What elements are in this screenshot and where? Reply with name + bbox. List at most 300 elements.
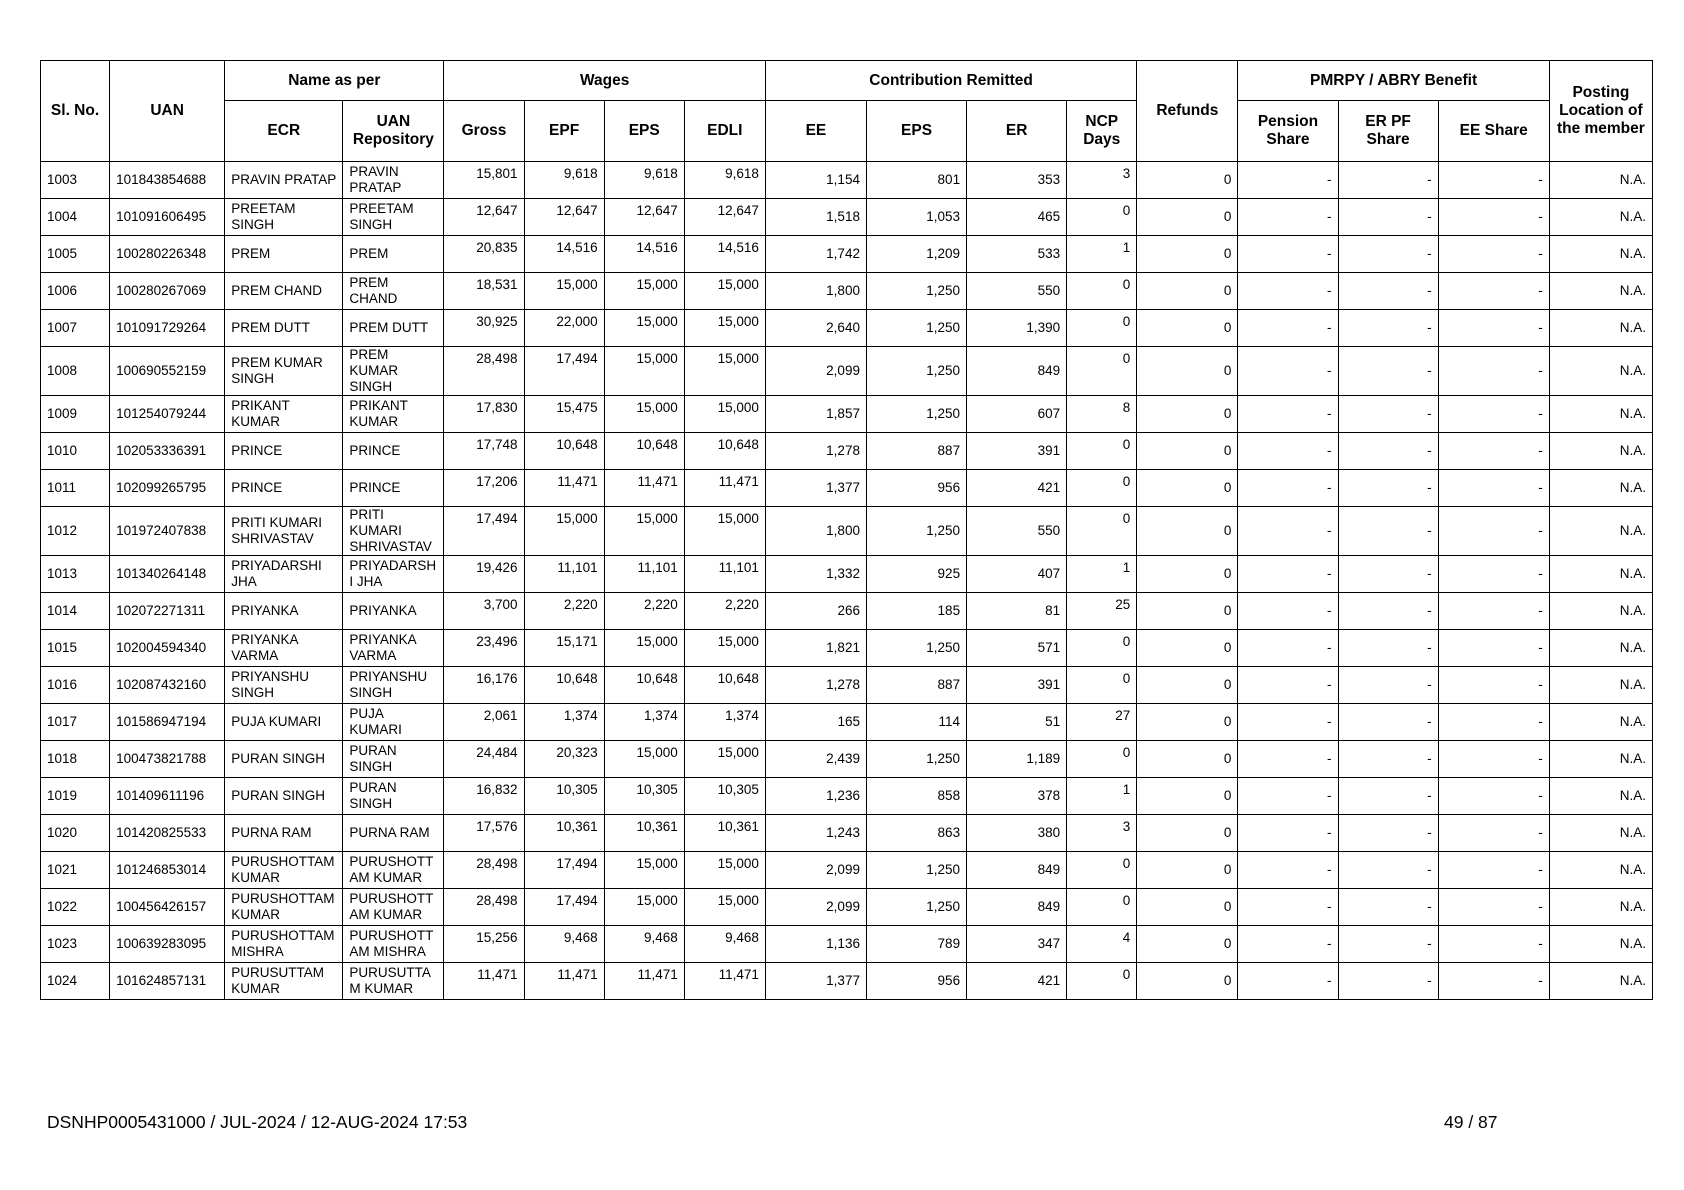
ee-share-cell: - — [1438, 236, 1549, 273]
ecr-name-cell: PREM DUTT — [225, 310, 343, 347]
sl-no-cell: 1012 — [41, 507, 110, 556]
ee-share-cell: - — [1438, 852, 1549, 889]
ee-share-cell: - — [1438, 273, 1549, 310]
ee-cell: 1,800 — [765, 507, 866, 556]
uan-repository-name-cell: PURAN SINGH — [343, 741, 444, 778]
ee-share-cell: - — [1438, 926, 1549, 963]
header-uan-repository: UAN Repository — [343, 101, 444, 162]
er-pf-share-cell: - — [1338, 704, 1438, 741]
er-pf-share-cell: - — [1338, 741, 1438, 778]
ecr-name-cell: PURUSUTTAM KUMAR — [225, 963, 343, 1000]
posting-location-cell: N.A. — [1549, 556, 1652, 593]
er-cell: 51 — [967, 704, 1067, 741]
sl-no-cell: 1016 — [41, 667, 110, 704]
edli-cell: 9,468 — [684, 926, 765, 963]
eps-cell: 15,000 — [604, 630, 684, 667]
ecr-name-cell: PRIYANKA VARMA — [225, 630, 343, 667]
ncp-days-cell: 0 — [1067, 273, 1137, 310]
contribution-eps-cell: 1,250 — [866, 347, 966, 396]
table-row — [41, 852, 1653, 889]
header-pmrpy-abry: PMRPY / ABRY Benefit — [1238, 61, 1549, 101]
sl-no-cell: 1006 — [41, 273, 110, 310]
epf-cell: 12,647 — [524, 199, 604, 236]
er-cell: 391 — [967, 667, 1067, 704]
ecr-name-cell: PRAVIN PRATAP — [225, 162, 343, 199]
ee-cell: 1,154 — [765, 162, 866, 199]
er-pf-share-cell: - — [1338, 470, 1438, 507]
ecr-name-cell: PRIKANT KUMAR — [225, 396, 343, 433]
header-wages: Wages — [444, 61, 765, 101]
uan-cell: 101843854688 — [110, 162, 225, 199]
ee-share-cell: - — [1438, 741, 1549, 778]
ncp-days-cell: 8 — [1067, 396, 1137, 433]
edli-cell: 10,648 — [684, 433, 765, 470]
eps-cell: 9,468 — [604, 926, 684, 963]
contribution-eps-cell: 185 — [866, 593, 966, 630]
pension-share-cell: - — [1238, 741, 1338, 778]
er-pf-share-cell: - — [1338, 396, 1438, 433]
gross-cell: 28,498 — [444, 852, 524, 889]
er-cell: 533 — [967, 236, 1067, 273]
contribution-eps-cell: 801 — [866, 162, 966, 199]
refunds-cell: 0 — [1137, 630, 1238, 667]
ecr-name-cell: PURUSHOTTAM KUMAR — [225, 852, 343, 889]
header-posting-location: Posting Location of the member — [1549, 61, 1652, 162]
refunds-cell: 0 — [1137, 347, 1238, 396]
er-pf-share-cell: - — [1338, 667, 1438, 704]
er-pf-share-cell: - — [1338, 778, 1438, 815]
gross-cell: 17,830 — [444, 396, 524, 433]
sl-no-cell: 1007 — [41, 310, 110, 347]
ee-cell: 1,518 — [765, 199, 866, 236]
uan-cell: 102087432160 — [110, 667, 225, 704]
er-pf-share-cell: - — [1338, 273, 1438, 310]
sl-no-cell: 1009 — [41, 396, 110, 433]
gross-cell: 17,206 — [444, 470, 524, 507]
eps-cell: 10,361 — [604, 815, 684, 852]
er-pf-share-cell: - — [1338, 889, 1438, 926]
refunds-cell: 0 — [1137, 199, 1238, 236]
contribution-eps-cell: 956 — [866, 963, 966, 1000]
refunds-cell: 0 — [1137, 433, 1238, 470]
posting-location-cell: N.A. — [1549, 310, 1652, 347]
ee-share-cell: - — [1438, 815, 1549, 852]
uan-cell: 101246853014 — [110, 852, 225, 889]
ee-cell: 1,278 — [765, 433, 866, 470]
eps-cell: 15,000 — [604, 347, 684, 396]
ee-cell: 1,278 — [765, 667, 866, 704]
pension-share-cell: - — [1238, 162, 1338, 199]
edli-cell: 15,000 — [684, 396, 765, 433]
pension-share-cell: - — [1238, 507, 1338, 556]
edli-cell: 10,305 — [684, 778, 765, 815]
header-ee: EE — [765, 101, 866, 162]
ecr-name-cell: PREM KUMAR SINGH — [225, 347, 343, 396]
pension-share-cell: - — [1238, 852, 1338, 889]
ee-share-cell: - — [1438, 507, 1549, 556]
refunds-cell: 0 — [1137, 556, 1238, 593]
gross-cell: 28,498 — [444, 889, 524, 926]
header-sl-no: Sl. No. — [41, 61, 110, 162]
posting-location-cell: N.A. — [1549, 852, 1652, 889]
ee-cell: 1,243 — [765, 815, 866, 852]
posting-location-cell: N.A. — [1549, 667, 1652, 704]
ee-cell: 266 — [765, 593, 866, 630]
er-cell: 849 — [967, 889, 1067, 926]
refunds-cell: 0 — [1137, 963, 1238, 1000]
uan-repository-name-cell: PURAN SINGH — [343, 778, 444, 815]
contribution-eps-cell: 1,250 — [866, 396, 966, 433]
table-row — [41, 470, 1653, 507]
epf-cell: 20,323 — [524, 741, 604, 778]
eps-cell: 11,471 — [604, 470, 684, 507]
uan-cell: 100690552159 — [110, 347, 225, 396]
table-row — [41, 926, 1653, 963]
er-pf-share-cell: - — [1338, 162, 1438, 199]
posting-location-cell: N.A. — [1549, 507, 1652, 556]
er-cell: 378 — [967, 778, 1067, 815]
uan-cell: 101420825533 — [110, 815, 225, 852]
contribution-eps-cell: 863 — [866, 815, 966, 852]
ee-share-cell: - — [1438, 470, 1549, 507]
ecr-name-cell: PRIYANSHU SINGH — [225, 667, 343, 704]
ecr-name-cell: PURAN SINGH — [225, 778, 343, 815]
er-pf-share-cell: - — [1338, 433, 1438, 470]
header-ecr: ECR — [225, 101, 343, 162]
ee-cell: 1,800 — [765, 273, 866, 310]
gross-cell: 18,531 — [444, 273, 524, 310]
eps-cell: 15,000 — [604, 507, 684, 556]
gross-cell: 20,835 — [444, 236, 524, 273]
pension-share-cell: - — [1238, 396, 1338, 433]
ecr-table — [40, 60, 1653, 1000]
edli-cell: 11,471 — [684, 470, 765, 507]
ee-cell: 2,640 — [765, 310, 866, 347]
epf-cell: 10,648 — [524, 667, 604, 704]
sl-no-cell: 1011 — [41, 470, 110, 507]
ncp-days-cell: 0 — [1067, 630, 1137, 667]
ee-share-cell: - — [1438, 347, 1549, 396]
ncp-days-cell: 3 — [1067, 162, 1137, 199]
gross-cell: 12,647 — [444, 199, 524, 236]
uan-repository-name-cell: PRIYANKA VARMA — [343, 630, 444, 667]
ee-share-cell: - — [1438, 162, 1549, 199]
refunds-cell: 0 — [1137, 273, 1238, 310]
sl-no-cell: 1024 — [41, 963, 110, 1000]
gross-cell: 15,801 — [444, 162, 524, 199]
contribution-eps-cell: 956 — [866, 470, 966, 507]
er-pf-share-cell: - — [1338, 963, 1438, 1000]
ee-share-cell: - — [1438, 778, 1549, 815]
table-row — [41, 778, 1653, 815]
edli-cell: 9,618 — [684, 162, 765, 199]
gross-cell: 11,471 — [444, 963, 524, 1000]
pension-share-cell: - — [1238, 556, 1338, 593]
er-cell: 347 — [967, 926, 1067, 963]
epf-cell: 10,305 — [524, 778, 604, 815]
sl-no-cell: 1018 — [41, 741, 110, 778]
eps-cell: 15,000 — [604, 889, 684, 926]
header-ncp-days: NCP Days — [1067, 101, 1137, 162]
ecr-name-cell: PREM — [225, 236, 343, 273]
ee-share-cell: - — [1438, 396, 1549, 433]
table-row — [41, 433, 1653, 470]
pension-share-cell: - — [1238, 273, 1338, 310]
uan-cell: 102004594340 — [110, 630, 225, 667]
ecr-name-cell: PUJA KUMARI — [225, 704, 343, 741]
contribution-eps-cell: 789 — [866, 926, 966, 963]
refunds-cell: 0 — [1137, 396, 1238, 433]
epf-cell: 10,361 — [524, 815, 604, 852]
refunds-cell: 0 — [1137, 926, 1238, 963]
epf-cell: 15,000 — [524, 507, 604, 556]
sl-no-cell: 1017 — [41, 704, 110, 741]
table-row — [41, 556, 1653, 593]
er-cell: 550 — [967, 507, 1067, 556]
ncp-days-cell: 0 — [1067, 667, 1137, 704]
eps-cell: 12,647 — [604, 199, 684, 236]
gross-cell: 24,484 — [444, 741, 524, 778]
er-cell: 380 — [967, 815, 1067, 852]
uan-repository-name-cell: PRIYADARSH I JHA — [343, 556, 444, 593]
table-row — [41, 162, 1653, 199]
uan-cell: 101586947194 — [110, 704, 225, 741]
document-reference: DSNHP0005431000 / JUL-2024 / 12-AUG-2024 17:53 — [47, 1112, 468, 1132]
epf-cell: 9,618 — [524, 162, 604, 199]
posting-location-cell: N.A. — [1549, 778, 1652, 815]
posting-location-cell: N.A. — [1549, 926, 1652, 963]
gross-cell: 19,426 — [444, 556, 524, 593]
table-body — [41, 162, 1653, 1000]
pension-share-cell: - — [1238, 347, 1338, 396]
header-er-pf-share: ER PF Share — [1338, 101, 1438, 162]
eps-cell: 9,618 — [604, 162, 684, 199]
contribution-eps-cell: 887 — [866, 667, 966, 704]
gross-cell: 15,256 — [444, 926, 524, 963]
uan-cell: 101254079244 — [110, 396, 225, 433]
refunds-cell: 0 — [1137, 310, 1238, 347]
uan-cell: 102072271311 — [110, 593, 225, 630]
sl-no-cell: 1013 — [41, 556, 110, 593]
ee-share-cell: - — [1438, 667, 1549, 704]
epf-cell: 11,471 — [524, 470, 604, 507]
header-edli: EDLI — [684, 101, 765, 162]
epf-cell: 14,516 — [524, 236, 604, 273]
uan-cell: 101972407838 — [110, 507, 225, 556]
gross-cell: 17,576 — [444, 815, 524, 852]
edli-cell: 15,000 — [684, 852, 765, 889]
uan-cell: 101091606495 — [110, 199, 225, 236]
ncp-days-cell: 4 — [1067, 926, 1137, 963]
edli-cell: 10,361 — [684, 815, 765, 852]
epf-cell: 22,000 — [524, 310, 604, 347]
header-gross: Gross — [444, 101, 524, 162]
uan-repository-name-cell: PRIKANT KUMAR — [343, 396, 444, 433]
refunds-cell: 0 — [1137, 852, 1238, 889]
ecr-name-cell: PREETAM SINGH — [225, 199, 343, 236]
refunds-cell: 0 — [1137, 162, 1238, 199]
gross-cell: 17,494 — [444, 507, 524, 556]
table-row — [41, 630, 1653, 667]
ecr-name-cell: PREM CHAND — [225, 273, 343, 310]
contribution-eps-cell: 1,250 — [866, 273, 966, 310]
uan-cell: 100473821788 — [110, 741, 225, 778]
contribution-eps-cell: 1,250 — [866, 889, 966, 926]
sl-no-cell: 1022 — [41, 889, 110, 926]
epf-cell: 17,494 — [524, 347, 604, 396]
ncp-days-cell: 25 — [1067, 593, 1137, 630]
refunds-cell: 0 — [1137, 704, 1238, 741]
uan-repository-name-cell: PURUSHOTT AM MISHRA — [343, 926, 444, 963]
sl-no-cell: 1020 — [41, 815, 110, 852]
edli-cell: 12,647 — [684, 199, 765, 236]
edli-cell: 15,000 — [684, 310, 765, 347]
er-cell: 465 — [967, 199, 1067, 236]
posting-location-cell: N.A. — [1549, 741, 1652, 778]
er-cell: 391 — [967, 433, 1067, 470]
header-ee-share: EE Share — [1438, 101, 1549, 162]
epf-cell: 11,471 — [524, 963, 604, 1000]
refunds-cell: 0 — [1137, 778, 1238, 815]
edli-cell: 15,000 — [684, 630, 765, 667]
epf-cell: 15,171 — [524, 630, 604, 667]
ncp-days-cell: 1 — [1067, 556, 1137, 593]
refunds-cell: 0 — [1137, 236, 1238, 273]
uan-cell: 102053336391 — [110, 433, 225, 470]
uan-cell: 100280226348 — [110, 236, 225, 273]
table-row — [41, 199, 1653, 236]
header-epf: EPF — [524, 101, 604, 162]
edli-cell: 14,516 — [684, 236, 765, 273]
header-uan: UAN — [110, 61, 225, 162]
er-pf-share-cell: - — [1338, 236, 1438, 273]
er-cell: 607 — [967, 396, 1067, 433]
ncp-days-cell: 0 — [1067, 470, 1137, 507]
ee-cell: 1,236 — [765, 778, 866, 815]
table-row — [41, 236, 1653, 273]
sl-no-cell: 1008 — [41, 347, 110, 396]
epf-cell: 15,475 — [524, 396, 604, 433]
refunds-cell: 0 — [1137, 815, 1238, 852]
posting-location-cell: N.A. — [1549, 630, 1652, 667]
ee-cell: 1,821 — [765, 630, 866, 667]
header-refunds: Refunds — [1137, 61, 1238, 162]
ee-cell: 2,099 — [765, 347, 866, 396]
er-cell: 550 — [967, 273, 1067, 310]
uan-repository-name-cell: PRAVIN PRATAP — [343, 162, 444, 199]
ee-cell: 1,377 — [765, 470, 866, 507]
contribution-eps-cell: 1,250 — [866, 852, 966, 889]
edli-cell: 15,000 — [684, 347, 765, 396]
uan-cell: 101409611196 — [110, 778, 225, 815]
posting-location-cell: N.A. — [1549, 963, 1652, 1000]
ncp-days-cell: 0 — [1067, 889, 1137, 926]
ecr-name-cell: PRIYADARSHI JHA — [225, 556, 343, 593]
contribution-eps-cell: 1,250 — [866, 741, 966, 778]
edli-cell: 11,101 — [684, 556, 765, 593]
pension-share-cell: - — [1238, 470, 1338, 507]
pension-share-cell: - — [1238, 704, 1338, 741]
gross-cell: 28,498 — [444, 347, 524, 396]
epf-cell: 11,101 — [524, 556, 604, 593]
refunds-cell: 0 — [1137, 741, 1238, 778]
epf-cell: 1,374 — [524, 704, 604, 741]
uan-repository-name-cell: PUJA KUMARI — [343, 704, 444, 741]
sl-no-cell: 1010 — [41, 433, 110, 470]
gross-cell: 17,748 — [444, 433, 524, 470]
ee-share-cell: - — [1438, 593, 1549, 630]
pension-share-cell: - — [1238, 236, 1338, 273]
edli-cell: 10,648 — [684, 667, 765, 704]
ecr-name-cell: PRIYANKA — [225, 593, 343, 630]
header-er: ER — [967, 101, 1067, 162]
contribution-eps-cell: 1,250 — [866, 310, 966, 347]
ee-cell: 1,332 — [765, 556, 866, 593]
ecr-name-cell: PURUSHOTTAM MISHRA — [225, 926, 343, 963]
ncp-days-cell: 0 — [1067, 963, 1137, 1000]
eps-cell: 15,000 — [604, 396, 684, 433]
edli-cell: 2,220 — [684, 593, 765, 630]
gross-cell: 23,496 — [444, 630, 524, 667]
posting-location-cell: N.A. — [1549, 236, 1652, 273]
pension-share-cell: - — [1238, 963, 1338, 1000]
ee-share-cell: - — [1438, 704, 1549, 741]
ee-share-cell: - — [1438, 963, 1549, 1000]
sl-no-cell: 1015 — [41, 630, 110, 667]
eps-cell: 15,000 — [604, 310, 684, 347]
epf-cell: 17,494 — [524, 852, 604, 889]
uan-repository-name-cell: PURUSHOTT AM KUMAR — [343, 889, 444, 926]
ncp-days-cell: 27 — [1067, 704, 1137, 741]
er-pf-share-cell: - — [1338, 926, 1438, 963]
table-row — [41, 667, 1653, 704]
refunds-cell: 0 — [1137, 507, 1238, 556]
refunds-cell: 0 — [1137, 889, 1238, 926]
pension-share-cell: - — [1238, 926, 1338, 963]
sl-no-cell: 1005 — [41, 236, 110, 273]
uan-repository-name-cell: PURNA RAM — [343, 815, 444, 852]
uan-repository-name-cell: PREM — [343, 236, 444, 273]
edli-cell: 15,000 — [684, 507, 765, 556]
uan-repository-name-cell: PRINCE — [343, 433, 444, 470]
uan-cell: 100280267069 — [110, 273, 225, 310]
posting-location-cell: N.A. — [1549, 593, 1652, 630]
posting-location-cell: N.A. — [1549, 815, 1652, 852]
uan-cell: 101340264148 — [110, 556, 225, 593]
ncp-days-cell: 1 — [1067, 778, 1137, 815]
posting-location-cell: N.A. — [1549, 889, 1652, 926]
pension-share-cell: - — [1238, 778, 1338, 815]
contribution-eps-cell: 114 — [866, 704, 966, 741]
header-contribution-remitted: Contribution Remitted — [765, 61, 1136, 101]
ncp-days-cell: 0 — [1067, 199, 1137, 236]
eps-cell: 11,101 — [604, 556, 684, 593]
uan-repository-name-cell: PURUSHOTT AM KUMAR — [343, 852, 444, 889]
sl-no-cell: 1004 — [41, 199, 110, 236]
contribution-eps-cell: 1,250 — [866, 630, 966, 667]
table-row — [41, 396, 1653, 433]
posting-location-cell: N.A. — [1549, 162, 1652, 199]
er-cell: 421 — [967, 470, 1067, 507]
ee-share-cell: - — [1438, 310, 1549, 347]
ncp-days-cell: 0 — [1067, 507, 1137, 556]
epf-cell: 17,494 — [524, 889, 604, 926]
uan-repository-name-cell: PRINCE — [343, 470, 444, 507]
refunds-cell: 0 — [1137, 593, 1238, 630]
eps-cell: 1,374 — [604, 704, 684, 741]
ee-cell: 1,857 — [765, 396, 866, 433]
ecr-name-cell: PURUSHOTTAM KUMAR — [225, 889, 343, 926]
